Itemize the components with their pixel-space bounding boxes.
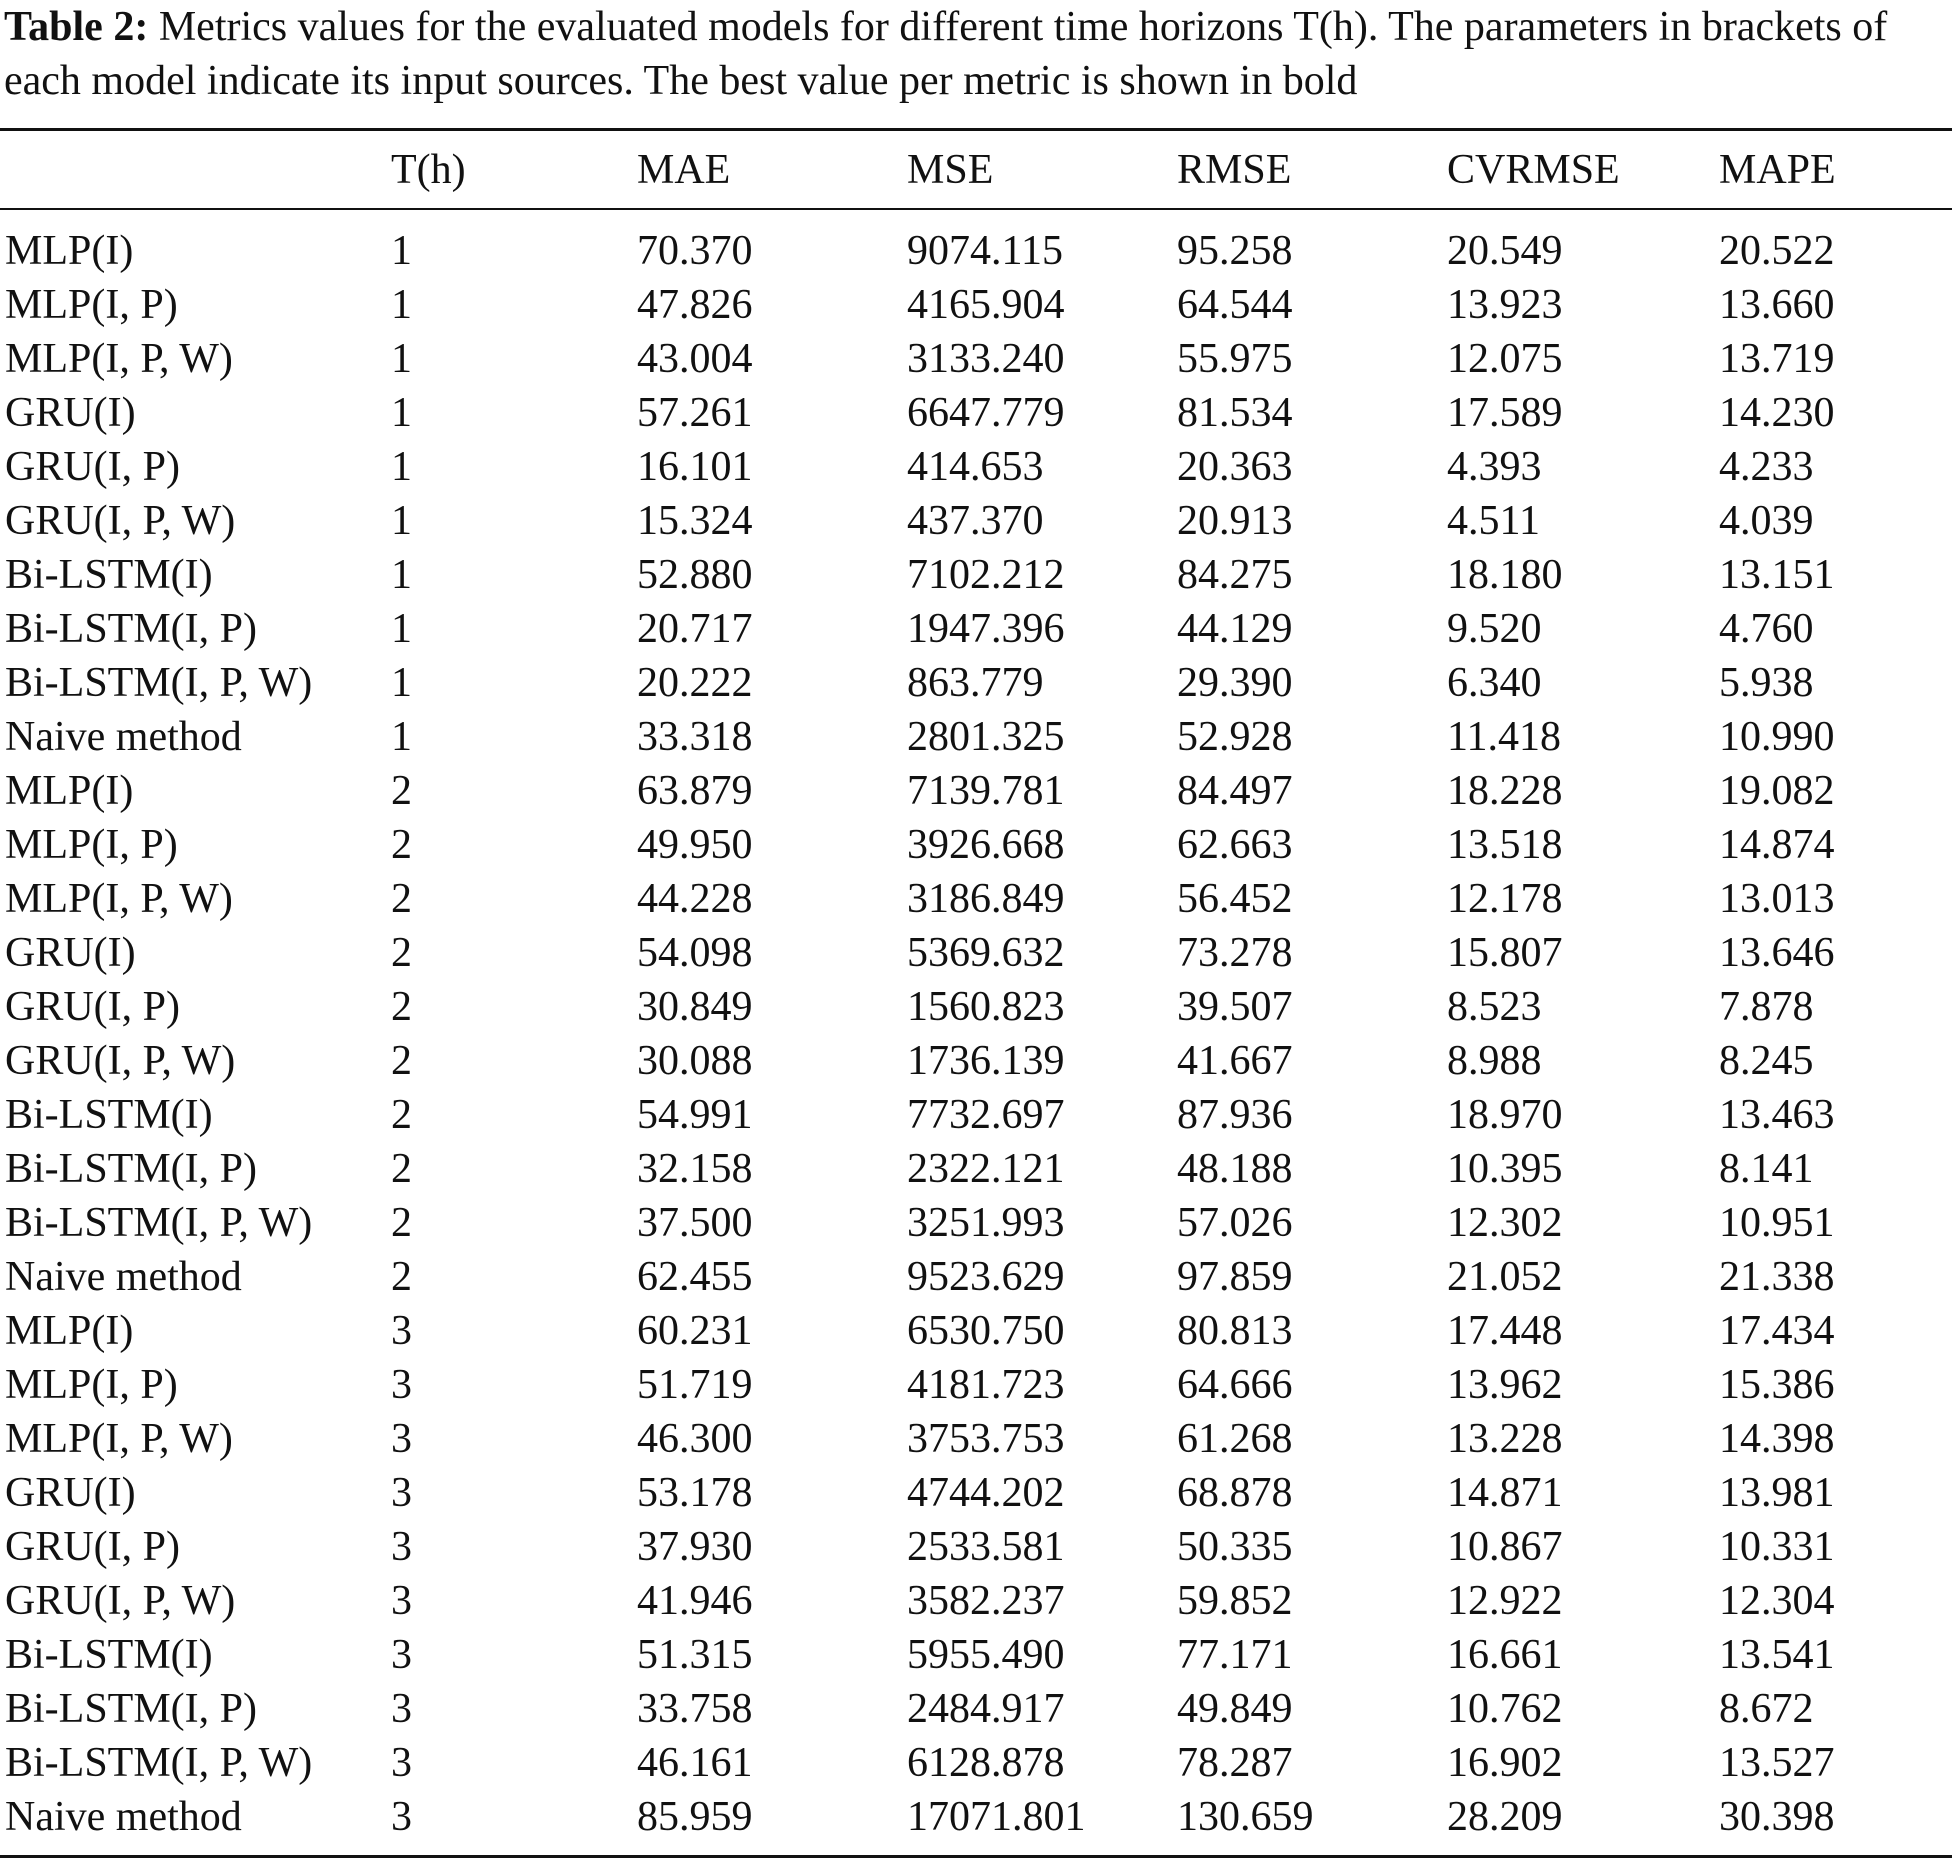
cell-rmse: 20.363 — [1177, 444, 1293, 490]
cell-mae: 32.158 — [637, 1146, 753, 1192]
cell-model: MLP(I) — [5, 1308, 134, 1354]
cell-mse: 2801.325 — [907, 714, 1065, 760]
cell-model: GRU(I, P) — [5, 1524, 180, 1570]
metrics-table — [0, 131, 1950, 1844]
cell-cvrmse: 13.962 — [1447, 1362, 1563, 1408]
cell-model: MLP(I, P) — [5, 1362, 178, 1408]
table-row — [0, 1628, 1950, 1682]
cell-mape: 14.230 — [1719, 390, 1835, 436]
table-row — [0, 1034, 1950, 1088]
cell-cvrmse: 20.549 — [1447, 228, 1563, 274]
cell-rmse: 84.497 — [1177, 768, 1293, 814]
cell-mae: 43.004 — [637, 336, 753, 382]
cell-time-horizon: 3 — [391, 1524, 412, 1570]
cell-cvrmse: 9.520 — [1447, 606, 1542, 652]
cell-model: MLP(I, P) — [5, 822, 178, 868]
cell-cvrmse: 16.661 — [1447, 1632, 1563, 1678]
cell-time-horizon: 3 — [391, 1308, 412, 1354]
cell-rmse: 73.278 — [1177, 930, 1293, 976]
cell-mse: 9523.629 — [907, 1254, 1065, 1300]
cell-mape: 13.527 — [1719, 1740, 1835, 1786]
cell-cvrmse: 12.178 — [1447, 876, 1563, 922]
table-row — [0, 1088, 1950, 1142]
cell-cvrmse: 10.867 — [1447, 1524, 1563, 1570]
table-row — [0, 980, 1950, 1034]
cell-mse: 5369.632 — [907, 930, 1065, 976]
cell-time-horizon: 1 — [391, 390, 412, 436]
cell-rmse: 64.544 — [1177, 282, 1293, 328]
cell-mae: 54.991 — [637, 1092, 753, 1138]
cell-rmse: 59.852 — [1177, 1578, 1293, 1624]
cell-mae: 46.300 — [637, 1416, 753, 1462]
cell-model: GRU(I) — [5, 390, 136, 436]
table-row — [0, 1142, 1950, 1196]
cell-cvrmse: 6.340 — [1447, 660, 1542, 706]
cell-mae: 20.222 — [637, 660, 753, 706]
cell-rmse: 130.659 — [1177, 1794, 1314, 1840]
cell-cvrmse: 28.209 — [1447, 1794, 1563, 1840]
cell-mae: 33.758 — [637, 1686, 753, 1732]
table-row — [0, 1790, 1950, 1844]
cell-mse: 6647.779 — [907, 390, 1065, 436]
cell-rmse: 77.171 — [1177, 1632, 1293, 1678]
cell-mape: 13.719 — [1719, 336, 1835, 382]
cell-mse: 6128.878 — [907, 1740, 1065, 1786]
cell-rmse: 64.666 — [1177, 1362, 1293, 1408]
cell-mae: 60.231 — [637, 1308, 753, 1354]
table-row — [0, 208, 1950, 278]
cell-mse: 1947.396 — [907, 606, 1065, 652]
cell-mae: 54.098 — [637, 930, 753, 976]
cell-mae: 63.879 — [637, 768, 753, 814]
cell-time-horizon: 2 — [391, 1200, 412, 1246]
cell-mape: 4.233 — [1719, 444, 1814, 490]
cell-mae: 53.178 — [637, 1470, 753, 1516]
cell-mape: 10.951 — [1719, 1200, 1835, 1246]
cell-time-horizon: 1 — [391, 714, 412, 760]
cell-mse: 3251.993 — [907, 1200, 1065, 1246]
cell-time-horizon: 3 — [391, 1362, 412, 1408]
cell-model: MLP(I, P, W) — [5, 336, 233, 382]
cell-model: MLP(I) — [5, 768, 134, 814]
cell-rmse: 62.663 — [1177, 822, 1293, 868]
cell-time-horizon: 1 — [391, 660, 412, 706]
cell-model: Naive method — [5, 1254, 242, 1300]
table-row — [0, 1412, 1950, 1466]
table-row — [0, 926, 1950, 980]
cell-mse: 7139.781 — [907, 768, 1065, 814]
cell-mae: 57.261 — [637, 390, 753, 436]
cell-cvrmse: 13.518 — [1447, 822, 1563, 868]
header-rmse: RMSE — [1177, 146, 1292, 193]
cell-cvrmse: 10.762 — [1447, 1686, 1563, 1732]
cell-mse: 4165.904 — [907, 282, 1065, 328]
cell-mse: 3753.753 — [907, 1416, 1065, 1462]
caption-text: Metrics values for the evaluated models for different time horizons T(h). The parameters in brackets of each model indicate its input sources. The best value per metric is shown in bold — [4, 4, 1888, 104]
table-row — [0, 278, 1950, 332]
cell-time-horizon: 1 — [391, 336, 412, 382]
cell-model: Bi-LSTM(I, P, W) — [5, 1200, 313, 1246]
table-row — [0, 386, 1950, 440]
table-row — [0, 656, 1950, 710]
cell-time-horizon: 2 — [391, 876, 412, 922]
cell-mae: 20.717 — [637, 606, 753, 652]
cell-mae: 51.719 — [637, 1362, 753, 1408]
cell-cvrmse: 12.922 — [1447, 1578, 1563, 1624]
cell-model: Bi-LSTM(I, P) — [5, 1146, 257, 1192]
cell-model: Bi-LSTM(I) — [5, 1092, 213, 1138]
cell-rmse: 68.878 — [1177, 1470, 1293, 1516]
cell-cvrmse: 16.902 — [1447, 1740, 1563, 1786]
cell-cvrmse: 15.807 — [1447, 930, 1563, 976]
cell-mae: 46.161 — [637, 1740, 753, 1786]
cell-cvrmse: 14.871 — [1447, 1470, 1563, 1516]
table-row — [0, 1574, 1950, 1628]
header-cvrmse: CVRMSE — [1447, 146, 1620, 193]
cell-mape: 8.141 — [1719, 1146, 1814, 1192]
cell-mse: 4181.723 — [907, 1362, 1065, 1408]
table-row — [0, 1682, 1950, 1736]
table-row — [0, 602, 1950, 656]
cell-rmse: 57.026 — [1177, 1200, 1293, 1246]
cell-model: Naive method — [5, 1794, 242, 1840]
cell-model: MLP(I, P, W) — [5, 876, 233, 922]
cell-rmse: 39.507 — [1177, 984, 1293, 1030]
cell-cvrmse: 13.228 — [1447, 1416, 1563, 1462]
cell-model: GRU(I, P, W) — [5, 1578, 236, 1624]
cell-mse: 3926.668 — [907, 822, 1065, 868]
cell-mape: 10.990 — [1719, 714, 1835, 760]
cell-cvrmse: 17.589 — [1447, 390, 1563, 436]
table-row — [0, 1304, 1950, 1358]
table-row — [0, 548, 1950, 602]
cell-mae: 49.950 — [637, 822, 753, 868]
cell-model: GRU(I, P, W) — [5, 498, 236, 544]
cell-mape: 13.463 — [1719, 1092, 1835, 1138]
cell-rmse: 49.849 — [1177, 1686, 1293, 1732]
cell-time-horizon: 1 — [391, 282, 412, 328]
cell-mae: 44.228 — [637, 876, 753, 922]
cell-rmse: 50.335 — [1177, 1524, 1293, 1570]
table-row — [0, 872, 1950, 926]
cell-mse: 4744.202 — [907, 1470, 1065, 1516]
cell-rmse: 55.975 — [1177, 336, 1293, 382]
cell-rmse: 81.534 — [1177, 390, 1293, 436]
cell-cvrmse: 4.393 — [1447, 444, 1542, 490]
table-row — [0, 710, 1950, 764]
cell-rmse: 95.258 — [1177, 228, 1293, 274]
cell-rmse: 80.813 — [1177, 1308, 1293, 1354]
cell-time-horizon: 3 — [391, 1632, 412, 1678]
cell-mse: 437.370 — [907, 498, 1044, 544]
table-row — [0, 818, 1950, 872]
table-row — [0, 764, 1950, 818]
cell-mae: 30.849 — [637, 984, 753, 1030]
cell-cvrmse: 10.395 — [1447, 1146, 1563, 1192]
cell-rmse: 52.928 — [1177, 714, 1293, 760]
header-mape: MAPE — [1719, 146, 1836, 193]
header-model — [0, 131, 386, 208]
header-time-horizon: T(h) — [391, 146, 466, 193]
cell-time-horizon: 3 — [391, 1740, 412, 1786]
cell-model: MLP(I) — [5, 228, 134, 274]
cell-time-horizon: 1 — [391, 552, 412, 598]
table-row — [0, 1520, 1950, 1574]
table-row — [0, 332, 1950, 386]
cell-time-horizon: 1 — [391, 444, 412, 490]
cell-mae: 15.324 — [637, 498, 753, 544]
cell-mse: 863.779 — [907, 660, 1044, 706]
cell-mae: 16.101 — [637, 444, 753, 490]
cell-mse: 414.653 — [907, 444, 1044, 490]
cell-mape: 4.760 — [1719, 606, 1814, 652]
cell-model: MLP(I, P) — [5, 282, 178, 328]
table-bottom-rule — [0, 1855, 1952, 1858]
cell-mape: 4.039 — [1719, 498, 1814, 544]
cell-time-horizon: 1 — [391, 228, 412, 274]
cell-time-horizon: 2 — [391, 984, 412, 1030]
cell-rmse: 20.913 — [1177, 498, 1293, 544]
cell-mae: 41.946 — [637, 1578, 753, 1624]
cell-mape: 19.082 — [1719, 768, 1835, 814]
cell-mape: 10.331 — [1719, 1524, 1835, 1570]
cell-model: GRU(I, P) — [5, 444, 180, 490]
cell-rmse: 41.667 — [1177, 1038, 1293, 1084]
cell-mse: 1560.823 — [907, 984, 1065, 1030]
cell-mse: 2322.121 — [907, 1146, 1065, 1192]
cell-rmse: 48.188 — [1177, 1146, 1293, 1192]
cell-time-horizon: 3 — [391, 1578, 412, 1624]
cell-rmse: 97.859 — [1177, 1254, 1293, 1300]
table-row — [0, 494, 1950, 548]
cell-mae: 37.500 — [637, 1200, 753, 1246]
cell-mape: 21.338 — [1719, 1254, 1835, 1300]
cell-cvrmse: 11.418 — [1447, 714, 1561, 760]
cell-mae: 33.318 — [637, 714, 753, 760]
header-mse: MSE — [907, 146, 994, 193]
cell-rmse: 29.390 — [1177, 660, 1293, 706]
cell-mape: 8.245 — [1719, 1038, 1814, 1084]
table-caption — [4, 0, 1954, 108]
cell-time-horizon: 1 — [391, 606, 412, 652]
cell-time-horizon: 3 — [391, 1470, 412, 1516]
cell-rmse: 78.287 — [1177, 1740, 1293, 1786]
cell-time-horizon: 1 — [391, 498, 412, 544]
cell-mse: 3582.237 — [907, 1578, 1065, 1624]
cell-cvrmse: 17.448 — [1447, 1308, 1563, 1354]
cell-cvrmse: 12.302 — [1447, 1200, 1563, 1246]
cell-mape: 13.541 — [1719, 1632, 1835, 1678]
header-mae: MAE — [637, 146, 731, 193]
cell-mae: 37.930 — [637, 1524, 753, 1570]
table-row — [0, 440, 1950, 494]
cell-time-horizon: 2 — [391, 1254, 412, 1300]
cell-mape: 13.646 — [1719, 930, 1835, 976]
table-row — [0, 1736, 1950, 1790]
cell-mape: 8.672 — [1719, 1686, 1814, 1732]
cell-cvrmse: 18.180 — [1447, 552, 1563, 598]
cell-cvrmse: 12.075 — [1447, 336, 1563, 382]
cell-rmse: 56.452 — [1177, 876, 1293, 922]
table-row — [0, 1196, 1950, 1250]
cell-mse: 3186.849 — [907, 876, 1065, 922]
cell-time-horizon: 2 — [391, 1092, 412, 1138]
table-body — [0, 208, 1950, 1844]
cell-mse: 5955.490 — [907, 1632, 1065, 1678]
cell-time-horizon: 3 — [391, 1416, 412, 1462]
cell-mape: 13.981 — [1719, 1470, 1835, 1516]
table-header-row — [0, 131, 1950, 208]
cell-model: Bi-LSTM(I, P) — [5, 1686, 257, 1732]
cell-model: GRU(I, P, W) — [5, 1038, 236, 1084]
cell-mape: 20.522 — [1719, 228, 1835, 274]
cell-mape: 13.013 — [1719, 876, 1835, 922]
cell-model: MLP(I, P, W) — [5, 1416, 233, 1462]
cell-rmse: 44.129 — [1177, 606, 1293, 652]
cell-cvrmse: 18.228 — [1447, 768, 1563, 814]
cell-mape: 13.151 — [1719, 552, 1835, 598]
cell-cvrmse: 18.970 — [1447, 1092, 1563, 1138]
cell-rmse: 84.275 — [1177, 552, 1293, 598]
cell-cvrmse: 21.052 — [1447, 1254, 1563, 1300]
cell-mse: 7102.212 — [907, 552, 1065, 598]
cell-mape: 30.398 — [1719, 1794, 1835, 1840]
cell-mse: 17071.801 — [907, 1794, 1086, 1840]
cell-time-horizon: 3 — [391, 1686, 412, 1732]
cell-mse: 2484.917 — [907, 1686, 1065, 1732]
cell-mae: 85.959 — [637, 1794, 753, 1840]
cell-time-horizon: 3 — [391, 1794, 412, 1840]
cell-mae: 30.088 — [637, 1038, 753, 1084]
caption-label: Table 2: — [4, 4, 149, 50]
cell-mse: 7732.697 — [907, 1092, 1065, 1138]
cell-cvrmse: 8.523 — [1447, 984, 1542, 1030]
cell-model: Bi-LSTM(I, P, W) — [5, 660, 313, 706]
cell-mse: 9074.115 — [907, 228, 1063, 274]
table-row — [0, 1358, 1950, 1412]
cell-cvrmse: 8.988 — [1447, 1038, 1542, 1084]
cell-mse: 2533.581 — [907, 1524, 1065, 1570]
cell-mae: 62.455 — [637, 1254, 753, 1300]
cell-mae: 70.370 — [637, 228, 753, 274]
cell-mape: 12.304 — [1719, 1578, 1835, 1624]
cell-model: GRU(I) — [5, 930, 136, 976]
cell-mse: 1736.139 — [907, 1038, 1065, 1084]
cell-time-horizon: 2 — [391, 822, 412, 868]
cell-time-horizon: 2 — [391, 930, 412, 976]
table-row — [0, 1466, 1950, 1520]
cell-rmse: 61.268 — [1177, 1416, 1293, 1462]
cell-model: Bi-LSTM(I) — [5, 552, 213, 598]
cell-mse: 3133.240 — [907, 336, 1065, 382]
cell-cvrmse: 13.923 — [1447, 282, 1563, 328]
cell-mape: 14.398 — [1719, 1416, 1835, 1462]
cell-mape: 17.434 — [1719, 1308, 1835, 1354]
cell-model: Naive method — [5, 714, 242, 760]
cell-model: GRU(I, P) — [5, 984, 180, 1030]
cell-time-horizon: 2 — [391, 1146, 412, 1192]
cell-model: Bi-LSTM(I, P) — [5, 606, 257, 652]
cell-rmse: 87.936 — [1177, 1092, 1293, 1138]
cell-mape: 15.386 — [1719, 1362, 1835, 1408]
cell-model: GRU(I) — [5, 1470, 136, 1516]
cell-time-horizon: 2 — [391, 1038, 412, 1084]
cell-mae: 47.826 — [637, 282, 753, 328]
cell-mae: 52.880 — [637, 552, 753, 598]
cell-time-horizon: 2 — [391, 768, 412, 814]
table-row — [0, 1250, 1950, 1304]
cell-model: Bi-LSTM(I) — [5, 1632, 213, 1678]
cell-mape: 7.878 — [1719, 984, 1814, 1030]
cell-mape: 5.938 — [1719, 660, 1814, 706]
cell-mape: 14.874 — [1719, 822, 1835, 868]
cell-cvrmse: 4.511 — [1447, 498, 1540, 544]
cell-mse: 6530.750 — [907, 1308, 1065, 1354]
cell-mape: 13.660 — [1719, 282, 1835, 328]
cell-model: Bi-LSTM(I, P, W) — [5, 1740, 313, 1786]
cell-mae: 51.315 — [637, 1632, 753, 1678]
